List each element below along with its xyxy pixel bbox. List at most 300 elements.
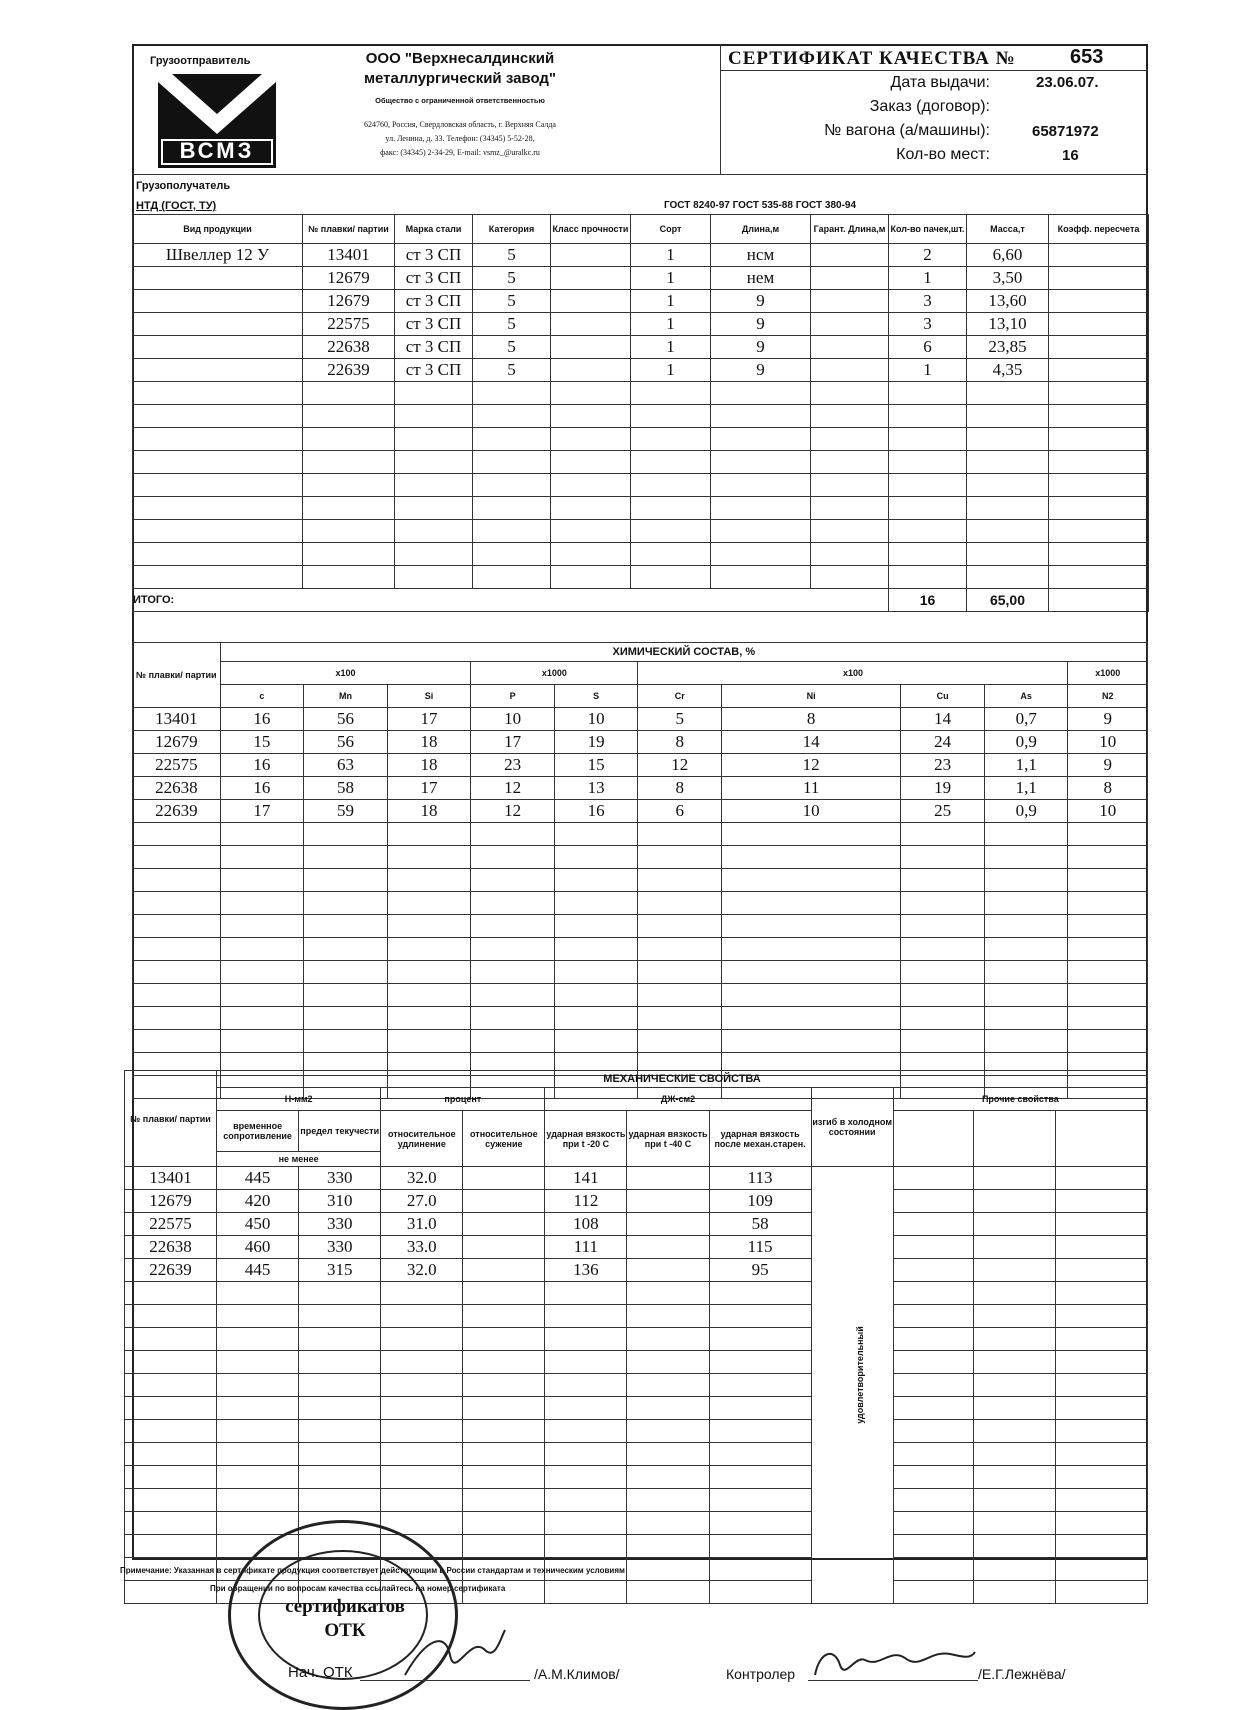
chem-col-cu: Cu <box>901 685 985 708</box>
product-cell <box>551 359 631 382</box>
product-cell <box>551 267 631 290</box>
places-label: Кол-во мест: <box>896 146 990 163</box>
mech-cell: 115 <box>709 1236 811 1259</box>
product-row <box>133 451 1149 474</box>
product-cell <box>811 451 889 474</box>
mech-cell <box>973 1489 1055 1512</box>
product-cell: 9 <box>711 336 811 359</box>
mech-col-tensile: временное сопротивление <box>217 1111 299 1152</box>
mech-cell: 22639 <box>125 1259 217 1282</box>
chem-cell <box>554 892 638 915</box>
mech-cell <box>973 1167 1055 1190</box>
chem-cell <box>638 892 722 915</box>
chemistry-table <box>132 642 1148 1099</box>
product-cell: ст 3 СП <box>395 313 473 336</box>
mech-cell <box>973 1282 1055 1305</box>
mech-cell <box>299 1305 381 1328</box>
mech-cell <box>463 1236 545 1259</box>
product-cell: 23,85 <box>967 336 1049 359</box>
mech-row <box>125 1305 1148 1328</box>
chem-cell <box>471 1030 555 1053</box>
chem-cell: 1,1 <box>984 777 1068 800</box>
chem-cell <box>722 1007 901 1030</box>
chem-cell <box>901 1007 985 1030</box>
product-cell <box>889 497 967 520</box>
mech-cell <box>125 1489 217 1512</box>
mech-cell <box>1055 1512 1147 1535</box>
head-otk-name: /А.М.Климов/ <box>534 1666 620 1682</box>
certificate-title: СЕРТИФИКАТ КАЧЕСТВА № <box>728 48 1016 69</box>
mech-cell: 330 <box>299 1167 381 1190</box>
mechanics-table <box>124 1070 1148 1604</box>
chem-cell <box>471 938 555 961</box>
product-cell: 1 <box>631 290 711 313</box>
mech-cell: 108 <box>545 1213 627 1236</box>
chem-cell: 16 <box>220 777 304 800</box>
product-cell <box>1049 244 1149 267</box>
chem-cell <box>471 869 555 892</box>
product-cell <box>473 566 551 589</box>
mech-title: МЕХАНИЧЕСКИЕ СВОЙСТВА <box>217 1071 1148 1088</box>
chem-cell <box>387 984 471 1007</box>
mech-cell <box>217 1466 299 1489</box>
chem-cell <box>304 961 388 984</box>
mech-cell <box>709 1374 811 1397</box>
chem-cell: 12 <box>471 800 555 823</box>
mech-cell <box>217 1397 299 1420</box>
mech-row <box>125 1351 1148 1374</box>
product-cell <box>1049 543 1149 566</box>
product-cell <box>395 566 473 589</box>
mech-cell <box>1055 1190 1147 1213</box>
product-cell <box>395 543 473 566</box>
product-cell: 22639 <box>303 359 395 382</box>
mech-cell <box>893 1328 973 1351</box>
mech-row <box>125 1489 1148 1512</box>
chem-cell: 1,1 <box>984 754 1068 777</box>
mech-cell: 95 <box>709 1259 811 1282</box>
product-cell: 5 <box>473 336 551 359</box>
mech-cell <box>973 1374 1055 1397</box>
product-cell: 5 <box>473 313 551 336</box>
mech-col-elong: относительное удлинение <box>381 1111 463 1167</box>
mech-cell <box>1055 1374 1147 1397</box>
mech-cell <box>463 1259 545 1282</box>
chem-cell <box>984 892 1068 915</box>
mech-cell <box>217 1282 299 1305</box>
mech-cell <box>217 1328 299 1351</box>
head-otk-signature <box>400 1620 510 1684</box>
chem-title: ХИМИЧЕСКИЙ СОСТАВ, % <box>220 643 1147 662</box>
chem-cell <box>984 823 1068 846</box>
mech-cell <box>1055 1236 1147 1259</box>
chem-cell <box>220 938 304 961</box>
mech-cell <box>1055 1397 1147 1420</box>
product-cell <box>133 405 303 428</box>
mech-cell <box>463 1489 545 1512</box>
col-packs: Кол-во пачек,шт. <box>889 215 967 244</box>
company-name-line1: ООО "Верхнесалдинский <box>365 50 555 67</box>
mech-cell <box>627 1213 709 1236</box>
chem-cell <box>220 961 304 984</box>
mech-cell <box>463 1282 545 1305</box>
product-cell <box>473 497 551 520</box>
mech-row <box>125 1328 1148 1351</box>
chem-cell <box>901 984 985 1007</box>
col-guar-length: Гарант. Длина,м <box>811 215 889 244</box>
mech-row <box>125 1190 1148 1213</box>
chem-cell <box>1068 1030 1148 1053</box>
mech-cell <box>299 1351 381 1374</box>
chem-cell: 18 <box>387 800 471 823</box>
chem-row <box>133 915 1148 938</box>
product-cell <box>551 520 631 543</box>
chem-cell <box>901 1030 985 1053</box>
product-cell <box>133 520 303 543</box>
mech-cell <box>545 1535 627 1558</box>
product-cell: 1 <box>631 267 711 290</box>
chem-cell: 17 <box>220 800 304 823</box>
product-cell <box>551 290 631 313</box>
chem-cell <box>1068 915 1148 938</box>
chem-row <box>133 892 1148 915</box>
mech-cell <box>125 1535 217 1558</box>
chem-cell: 63 <box>304 754 388 777</box>
mech-cell <box>627 1282 709 1305</box>
chem-cell <box>471 984 555 1007</box>
chem-cell <box>984 961 1068 984</box>
product-cell: нсм <box>711 244 811 267</box>
chem-cell <box>638 938 722 961</box>
mech-cell <box>1055 1305 1147 1328</box>
chem-cell: 12 <box>722 754 901 777</box>
product-cell <box>551 497 631 520</box>
chem-cell <box>984 984 1068 1007</box>
chem-cell <box>304 1030 388 1053</box>
chem-row <box>133 708 1148 731</box>
product-cell <box>551 474 631 497</box>
product-cell <box>133 474 303 497</box>
chem-cell <box>722 915 901 938</box>
product-cell <box>1049 451 1149 474</box>
chem-col-as: As <box>984 685 1068 708</box>
col-melt: № плавки/ партии <box>303 215 395 244</box>
chem-cell <box>220 869 304 892</box>
product-cell <box>395 451 473 474</box>
logo-text: ВСМЗ <box>179 138 255 163</box>
mech-cell <box>1055 1558 1147 1581</box>
chem-cell <box>220 846 304 869</box>
mech-not-less: не менее <box>217 1152 381 1167</box>
mech-cell <box>709 1305 811 1328</box>
chem-cell <box>722 1030 901 1053</box>
product-cell: 2 <box>889 244 967 267</box>
address-line1: 624760, Россия, Свердловская область, г. Верхняя Салда <box>364 120 556 129</box>
mech-units-row <box>125 1088 1148 1111</box>
mech-cell <box>709 1351 811 1374</box>
col-steel: Марка стали <box>395 215 473 244</box>
chem-cell <box>133 915 221 938</box>
chem-cell <box>133 892 221 915</box>
product-cell <box>395 520 473 543</box>
mech-cell <box>973 1236 1055 1259</box>
chem-row <box>133 754 1148 777</box>
chem-cell: 19 <box>554 731 638 754</box>
mech-cell <box>627 1374 709 1397</box>
chem-cell <box>220 1030 304 1053</box>
mech-cell <box>381 1443 463 1466</box>
chem-row <box>133 731 1148 754</box>
product-cell <box>551 336 631 359</box>
mech-cell <box>125 1466 217 1489</box>
product-row <box>133 336 1149 359</box>
chem-row <box>133 823 1148 846</box>
products-header-row <box>133 215 1149 244</box>
mech-cell: 445 <box>217 1167 299 1190</box>
chem-col-p: P <box>471 685 555 708</box>
mech-cell <box>973 1305 1055 1328</box>
mech-col-impact20: ударная вязкость при t -20 С <box>545 1111 627 1167</box>
header-title-underline <box>720 70 1148 71</box>
chem-cell: 56 <box>304 731 388 754</box>
chem-cell <box>133 938 221 961</box>
product-cell <box>1049 359 1149 382</box>
product-cell <box>551 566 631 589</box>
chem-cell <box>554 846 638 869</box>
mech-cell <box>381 1351 463 1374</box>
chem-title-row <box>133 643 1148 662</box>
chem-cell <box>901 869 985 892</box>
product-cell <box>133 497 303 520</box>
mech-cell <box>627 1305 709 1328</box>
mech-cell <box>463 1374 545 1397</box>
chem-cell: 23 <box>471 754 555 777</box>
gost-text: ГОСТ 8240-97 ГОСТ 535-88 ГОСТ 380-94 <box>663 200 857 211</box>
product-cell <box>395 382 473 405</box>
mech-cell: 112 <box>545 1190 627 1213</box>
product-cell <box>473 405 551 428</box>
mech-cell <box>973 1259 1055 1282</box>
mech-cell <box>1055 1213 1147 1236</box>
chem-cell <box>471 961 555 984</box>
chem-cell <box>722 846 901 869</box>
col-mass: Масса,т <box>967 215 1049 244</box>
mech-cell <box>893 1351 973 1374</box>
chem-cell <box>133 869 221 892</box>
mech-other-1 <box>893 1111 973 1167</box>
mech-cell <box>973 1512 1055 1535</box>
mech-cell <box>463 1466 545 1489</box>
product-cell <box>631 497 711 520</box>
stamp-text-1: сертификатов <box>285 1596 405 1617</box>
product-cell: 13401 <box>303 244 395 267</box>
mech-cell <box>973 1466 1055 1489</box>
chem-cell <box>471 823 555 846</box>
mech-cell <box>299 1374 381 1397</box>
chem-cell <box>554 869 638 892</box>
product-cell <box>1049 428 1149 451</box>
chem-cell <box>387 892 471 915</box>
address-line3: факс: (34345) 2-34-29, E-mail: vsmz_@uralkc.ru <box>380 148 540 157</box>
chem-cell <box>304 984 388 1007</box>
company-form: Общество с ограниченной ответственностью <box>375 96 545 105</box>
mech-cell <box>1055 1581 1147 1604</box>
product-cell <box>473 543 551 566</box>
product-cell <box>1049 382 1149 405</box>
chem-cell <box>638 846 722 869</box>
product-cell: 12679 <box>303 267 395 290</box>
mech-cell: 22575 <box>125 1213 217 1236</box>
certificate-number: 653 <box>1070 46 1104 68</box>
product-cell <box>811 428 889 451</box>
chem-col-cr: Cr <box>638 685 722 708</box>
chem-cell <box>471 846 555 869</box>
mech-cell <box>299 1443 381 1466</box>
product-cell <box>551 382 631 405</box>
mech-cell: 13401 <box>125 1167 217 1190</box>
product-cell <box>303 543 395 566</box>
product-cell: 4,35 <box>967 359 1049 382</box>
mech-cell <box>463 1443 545 1466</box>
chem-cell <box>387 915 471 938</box>
mech-cell <box>709 1512 811 1535</box>
chem-cell <box>638 1030 722 1053</box>
chem-cell <box>638 984 722 1007</box>
wagon-number: 65871972 <box>1032 123 1099 140</box>
chem-cell <box>554 938 638 961</box>
chem-cell <box>722 823 901 846</box>
mech-cell <box>627 1351 709 1374</box>
ntd-label: НТД (ГОСТ, ТУ) <box>136 200 217 212</box>
mech-cell <box>217 1351 299 1374</box>
mech-cell <box>299 1466 381 1489</box>
mech-cell <box>545 1512 627 1535</box>
product-cell <box>473 451 551 474</box>
mech-cell <box>299 1420 381 1443</box>
chem-col-n2: N2 <box>1068 685 1148 708</box>
product-cell: нем <box>711 267 811 290</box>
mech-cell <box>463 1167 545 1190</box>
product-cell <box>551 405 631 428</box>
product-cell <box>811 497 889 520</box>
mech-cell <box>973 1351 1055 1374</box>
chem-cell: 22639 <box>133 800 221 823</box>
product-cell <box>631 543 711 566</box>
product-cell: 1 <box>631 336 711 359</box>
mech-cell <box>973 1420 1055 1443</box>
chem-cell: 17 <box>387 777 471 800</box>
chem-cell <box>901 938 985 961</box>
product-cell: 5 <box>473 244 551 267</box>
mech-cell <box>893 1259 973 1282</box>
chem-cell: 8 <box>638 731 722 754</box>
mech-cell <box>463 1328 545 1351</box>
chem-cell: 13 <box>554 777 638 800</box>
mech-cell <box>893 1443 973 1466</box>
chem-cell <box>984 846 1068 869</box>
chem-cell <box>554 1030 638 1053</box>
chem-cell <box>722 984 901 1007</box>
chem-cell: 10 <box>554 708 638 731</box>
mech-cell: 330 <box>299 1213 381 1236</box>
mech-cell: 141 <box>545 1167 627 1190</box>
total-empty <box>1049 589 1149 612</box>
mech-unit-nmm2: Н-мм2 <box>217 1088 381 1111</box>
product-cell <box>811 543 889 566</box>
total-mass: 65,00 <box>967 589 1049 612</box>
mech-cell <box>709 1489 811 1512</box>
mech-row <box>125 1236 1148 1259</box>
mech-cell <box>545 1351 627 1374</box>
consignee-label: Грузополучатель <box>136 180 231 192</box>
product-cell <box>1049 290 1149 313</box>
mech-cell: 109 <box>709 1190 811 1213</box>
chem-cell <box>220 823 304 846</box>
mech-cell <box>381 1420 463 1443</box>
product-cell <box>303 405 395 428</box>
product-cell <box>889 382 967 405</box>
product-cell <box>395 405 473 428</box>
mech-cell: 420 <box>217 1190 299 1213</box>
chem-cell: 58 <box>304 777 388 800</box>
product-cell <box>889 520 967 543</box>
chem-cell: 23 <box>901 754 985 777</box>
mech-cell <box>125 1443 217 1466</box>
mech-row <box>125 1397 1148 1420</box>
col-grade: Сорт <box>631 215 711 244</box>
col-category: Категория <box>473 215 551 244</box>
mech-cell: 12679 <box>125 1190 217 1213</box>
chem-col-si: Si <box>387 685 471 708</box>
product-cell <box>811 336 889 359</box>
chem-cell: 12679 <box>133 731 221 754</box>
col-product: Вид продукции <box>133 215 303 244</box>
product-cell: 22575 <box>303 313 395 336</box>
product-cell <box>473 428 551 451</box>
chem-x100-b: x100 <box>638 662 1068 685</box>
mech-cell <box>1055 1282 1147 1305</box>
chem-cell <box>304 846 388 869</box>
product-cell: 5 <box>473 267 551 290</box>
chem-cell <box>387 1030 471 1053</box>
product-cell <box>303 497 395 520</box>
product-cell <box>889 428 967 451</box>
chem-cell: 17 <box>471 731 555 754</box>
mech-row <box>125 1213 1148 1236</box>
chem-cell <box>1068 823 1148 846</box>
places-value: 16 <box>1062 147 1079 164</box>
product-cell <box>631 428 711 451</box>
product-row <box>133 359 1149 382</box>
product-cell <box>811 382 889 405</box>
product-cell: 1 <box>631 359 711 382</box>
mech-cell: 33.0 <box>381 1236 463 1259</box>
product-cell <box>631 566 711 589</box>
mech-title-row <box>125 1071 1148 1088</box>
product-row <box>133 244 1149 267</box>
chem-cell: 18 <box>387 731 471 754</box>
chem-cell: 12 <box>471 777 555 800</box>
product-row <box>133 566 1149 589</box>
chem-row <box>133 984 1148 1007</box>
chem-cell: 25 <box>901 800 985 823</box>
chem-cell <box>984 915 1068 938</box>
chem-cell <box>901 846 985 869</box>
mech-cell <box>893 1190 973 1213</box>
mech-cell <box>125 1512 217 1535</box>
mech-cell <box>709 1282 811 1305</box>
mech-cell <box>627 1397 709 1420</box>
